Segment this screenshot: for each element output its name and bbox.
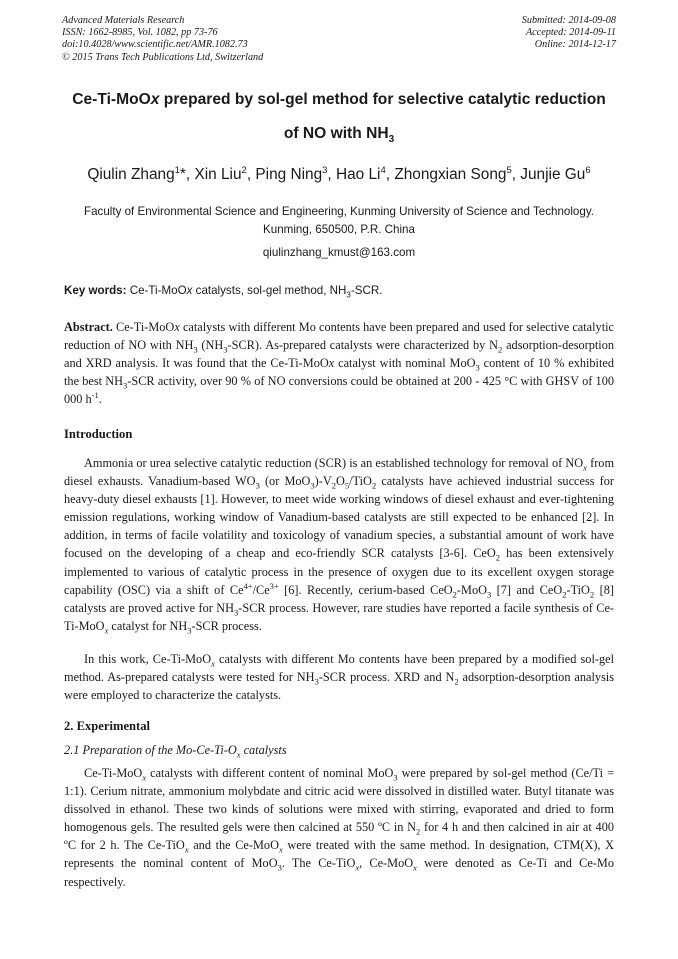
- introduction-heading: Introduction: [64, 427, 133, 441]
- paper-title-line-1: Ce-Ti-MoOx prepared by sol-gel method for selective catalytic reduction: [72, 91, 606, 108]
- dates-header: [522, 15, 616, 52]
- author-email: qiulinzhang_kmust@163.com: [262, 246, 416, 259]
- keywords: Key words: Ce-Ti-MoOx catalysts, sol-gel method, $NH_3$-SCR.: [64, 284, 383, 300]
- author: Zhongxian Song$^5$,: [394, 164, 521, 183]
- author: Junjie Gu$^6$: [520, 164, 591, 183]
- accepted-date: Accepted: 2014-09-11: [525, 27, 616, 39]
- author: Xin Liu$^2$,: [194, 164, 256, 183]
- doi-line: doi:10.4028/www.scientific.net/AMR.1082.73: [62, 39, 248, 51]
- experimental-paragraph-1: Ce-Ti-MoO$_x$ catalysts with different content of nominal MoO$_3$ were prepared by sol-gel method (Ce/Ti = 1:1). Cerium nitrate, ammonium molybdate and citric acid were dissolved in distilled water. Butyl titanate was dissolved in ethanol. These two kinds of solutions were mixed with stirring, evaporated and dried to form homogenous gels. The resulted gels were then calcined at 550 ºC in $N_2$ for 4 h and then calcined in air at 400 ºC for 2 h. The Ce-TiO$_x$ and the Ce-MoO$_x$ were treated with the same method. In designation, CTM(X), X represents the nominal content of MoO$_3$. The Ce-TiO$_x$, Ce-MoO$_x$ were denoted as Ce-Ti and Ce-Mo respectively.: [64, 766, 615, 889]
- experimental-heading: 2. Experimental: [64, 719, 151, 733]
- introduction-paragraph-1: Ammonia or urea selective catalytic reduction (SCR) is an established technology for removal of $NO_x$ from diesel exhausts. Vanadium-based $WO_3$ (or $MoO_3)-V_2O_5/TiO_2$ catalysts have achieved industrial success for heavy-duty diesel exhausts [1]. However, to meet wide working windows of diesel exhaust and ever-tightening emission regulations, working window of Vanadium-based catalysts are still expected to be enhanced [2]. In addition, in terms of facile volatility and toxicology of vanadium species, a substantial amount of work have focused on the developing of a cheap and eco-friendly SCR catalysts [3-6]. CeO$_2$ has been extensively implemented to various of catalytic process in the presence of oxygen due to its excellent oxygen storage capability (OSC) via a shift of $Ce^{4+}/Ce^{3+}$ [6]. Recently, cerium-based CeO$_2$-MoO$_3$ [7] and CeO$_2$-TiO$_2$ [8] catalysts are proved active for $NH_3$-SCR process. However, rare studies have reported a facile synthesis of Ce-Ti-MoO$_x$ catalyst for $NH_3$-SCR process.: [64, 456, 615, 636]
- journal-header: [62, 15, 263, 64]
- abstract: Abstract. Ce-Ti-MoOx catalysts with different Mo contents have been prepared and used for selective catalytic reduction of NO with $NH_3$ $(NH_3-SCR)$. As-prepared catalysts were characterized by $N_2$ adsorption-desorption and XRD analysis. It was found that the Ce-Ti-MoOx catalyst with nominal MoO$_3$ content of 10 % exhibited the best $NH_3$-SCR activity, over 90 % of NO conversions could be obtained at 200 - 425 °C with GHSV of 100 000 $h^{-1}$.: [64, 320, 615, 407]
- experimental-subheading: 2.1 Preparation of the $Mo-Ce-Ti-O_x$ catalysts: [64, 743, 287, 760]
- online-date: Online: 2014-12-17: [534, 39, 616, 51]
- author: Hao Li$^4$,: [335, 164, 395, 183]
- issn-line: ISSN: 1662-8985, Vol. 1082, pp 73-76: [62, 27, 218, 39]
- paper-title-line-2: of NO with $NH_3$: [283, 125, 395, 146]
- copyright-line: © 2015 Trans Tech Publications Ltd, Switzerland: [62, 51, 264, 63]
- journal-name: Advanced Materials Research: [62, 15, 185, 26]
- affiliation-line-1: Faculty of Environmental Science and Engineering, Kunming University of Science and Technology.: [84, 205, 594, 218]
- author-list: [20, 166, 658, 184]
- author: Qiulin Zhang$^1$*,: [87, 164, 195, 183]
- submitted-date: Submitted: 2014-09-08: [521, 15, 616, 26]
- introduction-paragraph-2: In this work, Ce-Ti-MoO$_x$ catalysts with different Mo contents have been prepared by a modified sol-gel method. As-prepared catalysts were tested for $NH_3$-SCR process. XRD and $N_2$ adsorption-desorption analysis were employed to characterize the catalysts.: [64, 652, 615, 703]
- affiliation-line-2: Kunming, 650500, P.R. China: [263, 223, 415, 236]
- author: Ping Ning$^3$,: [255, 164, 336, 183]
